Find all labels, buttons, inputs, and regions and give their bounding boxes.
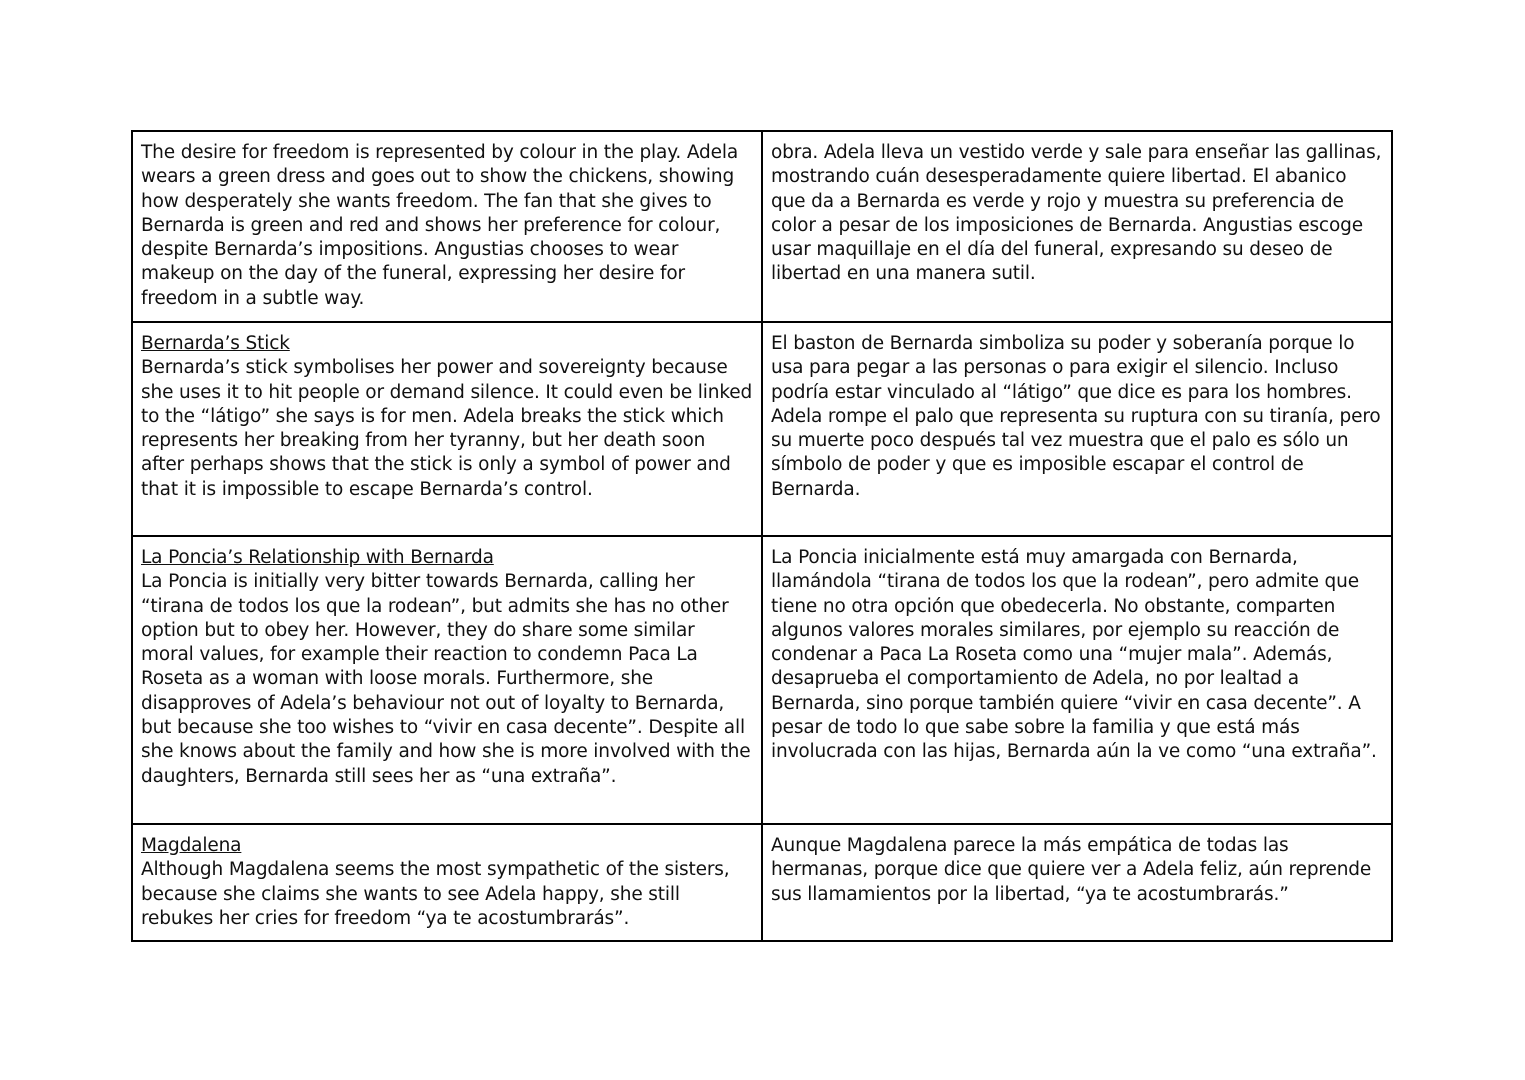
spanish-cell [762, 536, 1392, 824]
table-row [132, 536, 1392, 824]
english-cell [132, 536, 762, 824]
english-text: Although Magdalena seems the most sympathetic of the sisters, because she claims she wants to see Adela happy, she still rebukes her cries for freedom “ya te acostumbrarás”. [141, 859, 730, 929]
spanish-text: El baston de Bernarda simboliza su poder y soberanía porque lo usa para pegar a las personas o para exigir el silencio. Incluso podría estar vinculado al “látigo” que dice es para los hombres. Adela rompe el palo que representa su ruptura con su tiranía, pero su muerte poco después tal vez muestra que el palo es sólo un símbolo de poder y que es imposible escapar el control de Bernarda. [771, 333, 1381, 500]
english-cell [132, 131, 762, 322]
spanish-text: obra. Adela lleva un vestido verde y sale para enseñar las gallinas, mostrando cuán desesperadamente quiere libertad. El abanico que da a Bernarda es verde y rojo y muestra su preferencia de color a pesar de los imposiciones de Bernarda. Angustias escoge usar maquillaje en el día del funeral, expresando su deseo de libertad en una manera sutil. [771, 142, 1382, 285]
spanish-text: Aunque Magdalena parece la más empática de todas las hermanas, porque dice que quiere ver a Adela feliz, aún reprende sus llamamientos por la libertad, “ya te acostumbrarás.” [771, 835, 1372, 905]
section-heading: Bernarda’s Stick [141, 333, 290, 354]
english-text: La Poncia is initially very bitter towards Bernarda, calling her “tirana de todos los que la rodean”, but admits she has no other option but to obey her. However, they do share some similar moral values, for example their reaction to condemn Paca La Roseta as a woman with loose morals. Furthermore, she disapproves of Adela’s behaviour not out of loyalty to Bernarda, but because she too wishes to “vivir en casa decente”. Despite all she knows about the family and how she is more involved with the daughters, Bernarda still sees her as “una extraña”. [141, 571, 751, 787]
section-heading: La Poncia’s Relationship with Bernarda [141, 547, 494, 568]
spanish-cell [762, 824, 1392, 941]
table-row [132, 322, 1392, 536]
english-cell [132, 322, 762, 536]
english-cell [132, 824, 762, 941]
spanish-text: La Poncia inicialmente está muy amargada con Bernarda, llamándola “tirana de todos los que la rodean”, pero admite que tiene no otra opción que obedecerla. No obstante, comparten algunos valores morales similares, por ejemplo su reacción de condenar a Paca La Roseta como una “mujer mala”. Además, desaprueba el comportamiento de Adela, no por lealtad a Bernarda, sino porque también quiere “vivir en casa decente”. A pesar de todo lo que sabe sobre la familia y que está más involucrada con las hijas, Bernarda aún la ve como “una extraña”. [771, 547, 1377, 763]
spanish-cell [762, 131, 1392, 322]
english-text: The desire for freedom is represented by colour in the play. Adela wears a green dress and goes out to show the chickens, showing how desperately she wants freedom. The fan that she gives to Bernarda is green and red and shows her preference for colour, despite Bernarda’s impositions. Angustias chooses to wear makeup on the day of the funeral, expressing her desire for freedom in a subtle way. [141, 142, 739, 309]
comparison-table [131, 130, 1393, 942]
section-heading: Magdalena [141, 835, 242, 856]
english-text: Bernarda’s stick symbolises her power and sovereignty because she uses it to hit people or demand silence. It could even be linked to the “látigo” she says is for men. Adela breaks the stick which represents her breaking from her tyranny, but her death soon after perhaps shows that the stick is only a symbol of power and that it is impossible to escape Bernarda’s control. [141, 357, 753, 500]
table-row [132, 131, 1392, 322]
table-row [132, 824, 1392, 941]
spanish-cell [762, 322, 1392, 536]
